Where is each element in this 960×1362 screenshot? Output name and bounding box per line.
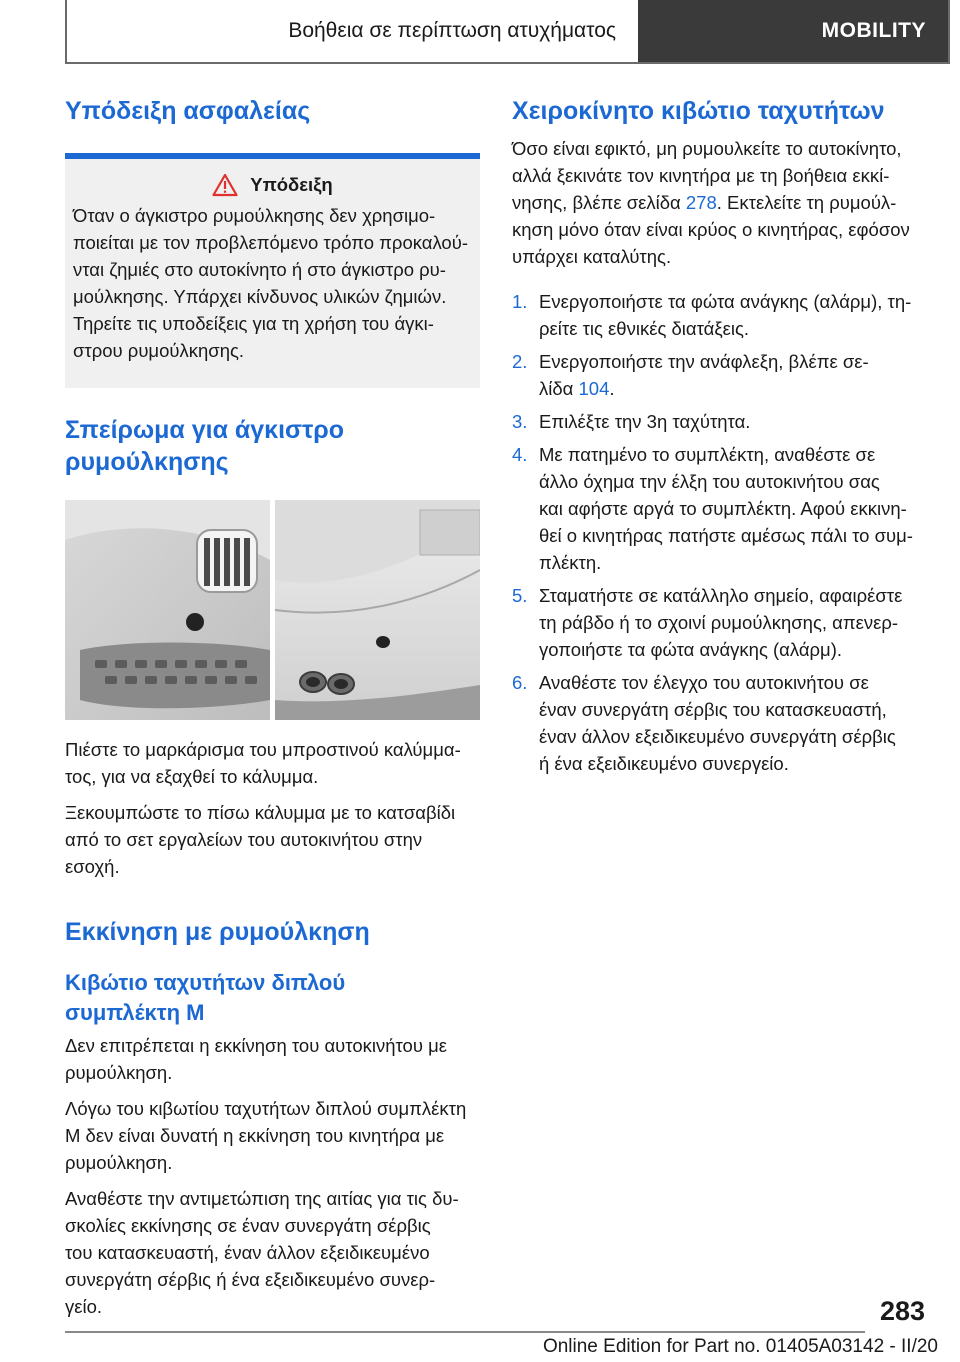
text-line <box>539 375 930 402</box>
text-line: αλλά ξεκινάτε τον κινητήρα με τη βοήθεια εκκί- <box>512 165 890 186</box>
steps-list <box>512 288 930 777</box>
page-link-278[interactable]: 278 <box>685 192 717 213</box>
text-line: και αφήστε αργά το συμπλέκτη. Αφού εκκινη- <box>539 498 907 519</box>
text-line: κηση μόνο όταν είναι κρύος ο κινητήρας, εφόσον <box>512 219 910 240</box>
page-link-104[interactable]: 104 <box>578 378 610 399</box>
text-line: έναν συνεργάτη σέρβις του κατασκευαστή, <box>539 699 887 720</box>
thread-heading <box>65 414 480 478</box>
step-item <box>512 408 930 435</box>
text-run: . <box>609 378 615 399</box>
notice-line: Όταν ο άγκιστρο ρυμούλκησης δεν χρησιμο- <box>73 205 436 226</box>
thread-paragraph-2 <box>65 799 480 880</box>
car-bumper-illustration <box>65 500 480 720</box>
text-line: ή ένα εξειδικευμένο συνεργείο. <box>539 753 789 774</box>
dct-paragraph-2 <box>65 1095 480 1176</box>
text-run: . Εκτελείτε τη ρυμούλ- <box>716 192 897 213</box>
header-section-title: Βοήθεια σε περίπτωση ατυχήματος <box>288 19 616 42</box>
step-text <box>539 348 930 402</box>
step-text <box>539 582 930 663</box>
text-line: γείο. <box>65 1296 103 1317</box>
text-line: έναν άλλον εξειδικευμένο συνεργάτη σέρβις <box>539 726 896 747</box>
text-line: ρυμούλκηση. <box>65 1152 173 1173</box>
notice-line: μούλκησης. Υπάρχει κίνδυνος υλικών ζημιών. <box>73 286 447 307</box>
text-line: Δεν επιτρέπεται η εκκίνηση του αυτοκινήτου με <box>65 1035 448 1056</box>
text-line: Ενεργοποιήστε την ανάφλεξη, βλέπε σε- <box>539 351 869 372</box>
text-line: Με πατημένο το συμπλέκτη, αναθέστε σε <box>539 444 876 465</box>
text-line: σκολίες εκκίνησης σε έναν συνεργάτη σέρβις <box>65 1215 431 1236</box>
text-line: πλέκτη. <box>539 552 602 573</box>
text-line: Ενεργοποιήστε τα φώτα ανάγκης (αλάρμ), τη- <box>539 291 912 312</box>
footer-divider <box>65 1331 865 1333</box>
text-run: λίδα <box>539 378 579 399</box>
step-number: 6. <box>512 672 528 693</box>
step-text <box>539 408 930 435</box>
text-line: M δεν είναι δυνατή η εκκίνηση του κινητήρα με <box>65 1125 445 1146</box>
step-number: 5. <box>512 585 528 606</box>
step-item <box>512 348 930 402</box>
notice-line: στρου ρυμούλκησης. <box>73 340 245 361</box>
notice-box <box>65 153 480 388</box>
tow-eye-thread-illustration <box>65 500 480 720</box>
tow-start-heading: Εκκίνηση με ρυμούλκηση <box>65 918 370 946</box>
text-line: από το σετ εργαλείων του αυτοκινήτου στην <box>65 829 423 850</box>
text-line: Όσο είναι εφικτό, μη ρυμουλκείτε το αυτοκίνητο, <box>512 138 902 159</box>
text-line: Επιλέξτε την 3η ταχύτητα. <box>539 411 751 432</box>
text-line: υπάρχει καταλύτης. <box>512 246 672 267</box>
text-line: εσοχή. <box>65 856 120 877</box>
warning-triangle-icon <box>212 173 238 197</box>
dct-heading-line: Κιβώτιο ταχυτήτων διπλού <box>65 970 346 995</box>
text-line: άλλο όχημα την έλξη του αυτοκινήτου σας <box>539 471 880 492</box>
step-item <box>512 669 930 777</box>
thread-heading-line: ρυμούλκησης <box>65 448 229 476</box>
step-text <box>539 288 930 342</box>
text-run: νησης, βλέπε σελίδα <box>512 192 686 213</box>
page-header <box>65 0 950 64</box>
text-line: Ξεκουμπώστε το πίσω κάλυμμα με το κατσαβίδι <box>65 802 456 823</box>
thread-heading-line: Σπείρωμα για άγκιστρο <box>65 416 345 444</box>
text-line: συνεργάτη σέρβις ή ένα εξειδικευμένο συνερ- <box>65 1269 436 1290</box>
text-line: τος, για να εξαχθεί το κάλυμμα. <box>65 766 319 787</box>
step-item <box>512 441 930 576</box>
text-line: του κατασκευαστή, έναν άλλον εξειδικευμένο <box>65 1242 430 1263</box>
manual-intro <box>512 135 930 270</box>
step-number: 2. <box>512 351 528 372</box>
notice-header <box>73 171 472 198</box>
right-column <box>512 95 930 777</box>
text-line: Αναθέστε τον έλεγχο του αυτοκινήτου σε <box>539 672 869 693</box>
header-chapter-tab: MOBILITY <box>638 0 948 62</box>
notice-line: ποιείται με τον προβλεπόμενο τρόπο προκαλού- <box>73 232 468 253</box>
step-text <box>539 441 930 576</box>
text-line: Αναθέστε την αντιμετώπιση της αιτίας για τις δυ- <box>65 1188 459 1209</box>
text-line: Λόγω του κιβωτίου ταχυτήτων διπλού συμπλέκτη <box>65 1098 467 1119</box>
thread-paragraph-1 <box>65 736 480 790</box>
text-line: ρυμούλκηση. <box>65 1062 173 1083</box>
notice-title: Υπόδειξη <box>250 174 333 195</box>
safety-heading: Υπόδειξη ασφαλείας <box>65 97 311 125</box>
text-line: ρείτε τις εθνικές διατάξεις. <box>539 318 750 339</box>
text-line: γοποιήστε τα φώτα ανάγκης (αλάρμ). <box>539 639 843 660</box>
step-text <box>539 669 930 777</box>
text-line: τη ράβδο ή το σχοινί ρυμούλκησης, απενερ- <box>539 612 899 633</box>
step-number: 4. <box>512 444 528 465</box>
edition-footer: Online Edition for Part no. 01405A03142 - II/20 <box>542 1336 938 1357</box>
notice-line: Τηρείτε τις υποδείξεις για τη χρήση του άγκι- <box>73 313 434 334</box>
text-line: θεί ο κινητήρας πατήστε αμέσως πάλι το συμ- <box>539 525 913 546</box>
notice-line: νται ζημιές στο αυτοκίνητο ή στο άγκιστρο ρυ- <box>73 259 446 280</box>
dct-paragraph-1 <box>65 1032 480 1086</box>
step-item <box>512 582 930 663</box>
dct-paragraph-3 <box>65 1185 480 1320</box>
left-column <box>65 95 480 1320</box>
step-item <box>512 288 930 342</box>
text-line <box>512 189 930 216</box>
text-line: Σταματήστε σε κατάλληλο σημείο, αφαιρέστε <box>539 585 903 606</box>
page-number: 283 <box>879 1296 925 1326</box>
dct-heading-line: συμπλέκτη M <box>65 1000 205 1025</box>
step-number: 1. <box>512 291 528 312</box>
step-number: 3. <box>512 411 528 432</box>
manual-gearbox-heading: Χειροκίνητο κιβώτιο ταχυτήτων <box>512 97 885 125</box>
text-line: Πιέστε το μαρκάρισμα του μπροστινού καλύμμα- <box>65 739 461 760</box>
dct-heading <box>65 968 480 1028</box>
